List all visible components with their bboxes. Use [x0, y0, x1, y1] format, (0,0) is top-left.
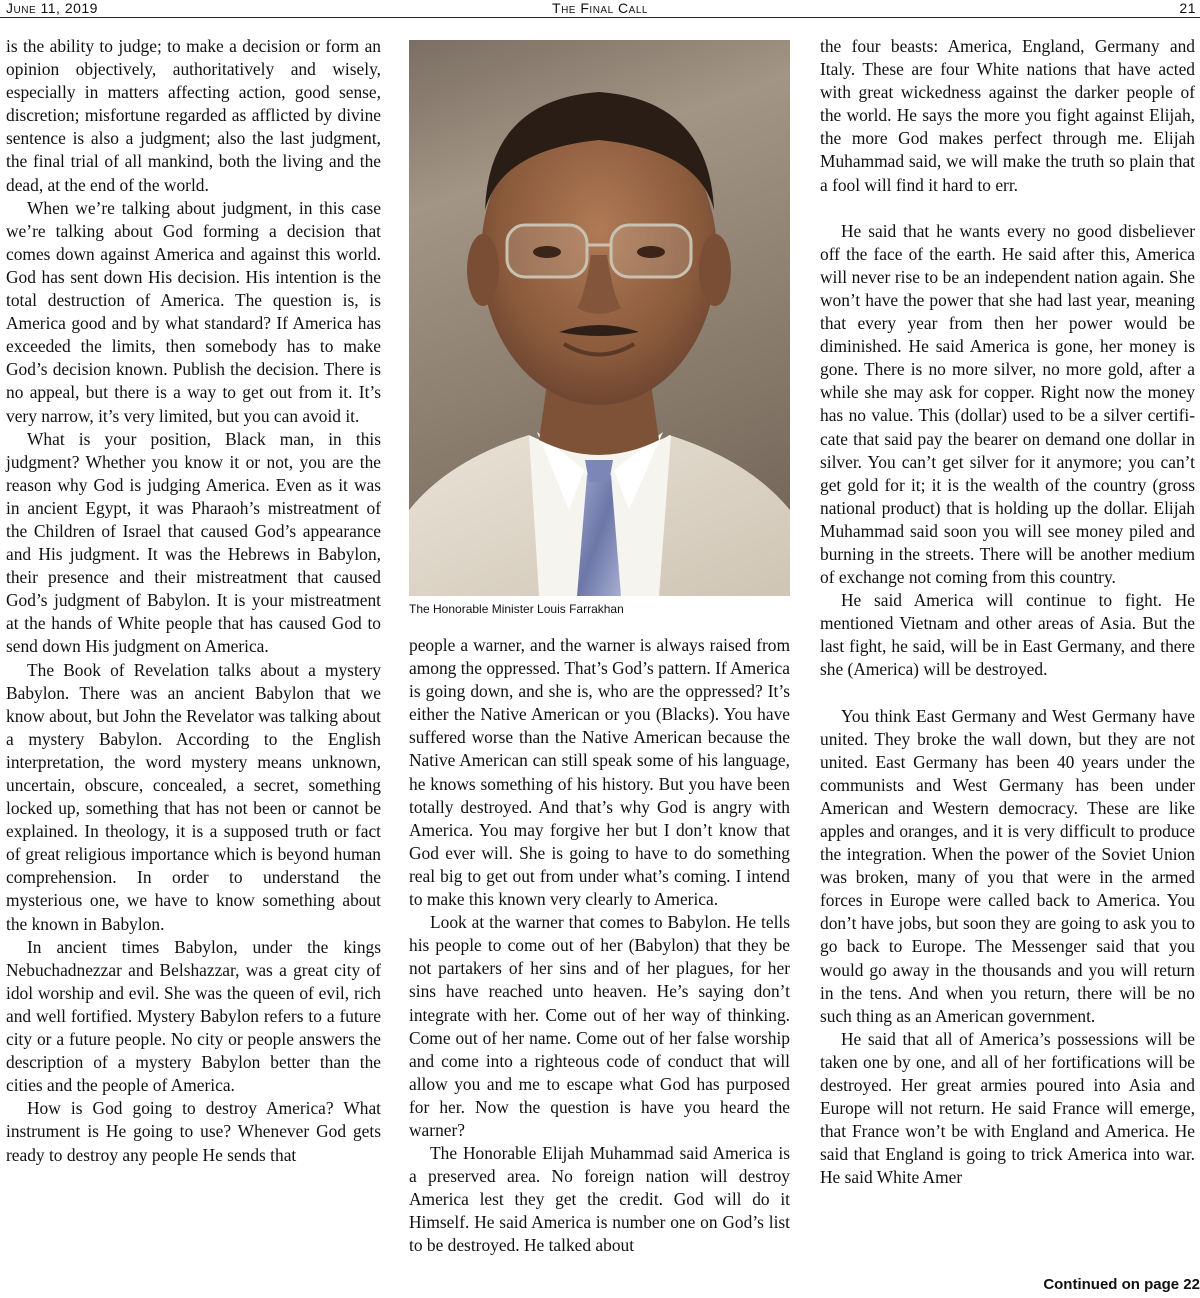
paragraph: He said America will continue to fight. He mentioned Vietnam and other areas of Asia. But the last fight, he said, will be in East Germany, and there she (America) will be destroyed.	[820, 590, 1195, 680]
portrait-photo	[409, 40, 790, 596]
paragraph: In ancient times Babylon, under the kings Nebuchadnezzar and Belshazzar, was a great city of idol worship and evil. She was the queen of evil, rich and well fortified. Mystery Babylon refers to a future city or a future people. No city or people answers the description of a mystery Babylon better than the cities and the people of America.	[6, 936, 381, 1096]
issue-date: June 11, 2019	[6, 0, 98, 16]
portrait-illustration	[409, 40, 790, 596]
continued-on-link[interactable]: Continued on page 22	[1043, 1276, 1200, 1293]
page-number: 21	[1179, 0, 1196, 16]
paragraph: the four beasts: America, England, Germany and Italy. These are four White nations that have acted with great wickedness against the darker people of the world. He says the more you fight against Elijah, the more God makes perfect through me. Elijah Muhammad said, we will make the truth so plain that a fool will find it hard to err.	[820, 36, 1195, 195]
paragraph: How is God going to destroy America? What instrument is He going to use? Whenever God gets ready to destroy any people He sends that	[6, 1098, 381, 1165]
photo-caption: The Honorable Minister Louis Farrakhan	[409, 602, 624, 616]
page-header	[0, 0, 1200, 18]
paragraph: He said that all of America’s possessions will be taken one by one, and all of her fortifications will be destroyed. Her great armies poured into Asia and Europe will not return. He said France will emerge, that France won’t be with England and America. He said that England is going to trick America into war. He said White Amer	[820, 1028, 1195, 1188]
article-column-2	[409, 634, 790, 1258]
publication-name: The Final Call	[552, 0, 648, 16]
paragraph: is the ability to judge; to make a decision or form an opinion objectively, authoritatively and wisely, especially in matters affecting action, good sense, discretion; misfortune regarded as afflicted by divine sentence is also a judgment; also the last judgment, the final trial of all mankind, both the living and the dead, at the end of the world.	[6, 36, 381, 195]
paragraph: You think East Germany and West Germany have united. They broke the wall down, but they are not united. East Germany has been 40 years under the communists and West Germany has been under American and Western democracy. These are like apples and oranges, and it is very difficult to produce the integration. When the power of the Soviet Union was broken, many of you that were in the armed forces in Europe were called back to America. You don’t have jobs, but soon they are going to ask you to go back to Europe. The Messenger said that you would go away in the thousands and you will return in the tens. And when you return, there will be no such thing as an American government.	[820, 705, 1195, 1026]
paragraph: The Book of Revelation talks about a mystery Babylon. There was an ancient Babylon that we know about, but John the Revelator was talking about a mystery Babylon. According to the English interpretation, the word mystery means unknown, uncertain, obscure, concealed, a secret, something locked up, something that has not been or cannot be explained. In theology, it is a supposed truth or fact of great religious importance which is beyond human comprehension. In order to understand the mysterious one, we have to know something about the known in Babylon.	[6, 659, 381, 934]
paragraph: The Honorable Elijah Muhammad said America is a preserved area. No foreign nation will destroy America lest they get the credit. God will do it Himself. He said America is number one on God’s list to be destroyed. He talked about	[409, 1143, 790, 1256]
paragraph: What is your position, Black man, in this judgment? Whether you know it or not, you are the reason why God is judging America. Even as it was in ancient Egypt, it was Pharaoh’s mistreatment of the Children of Israel that caused God’s appearance and His judgment. It was the Hebrews in Babylon, their presence and their mistreatment that caused God’s judgment of Babylon. It is your mistreatment at the hands of White people that has caused God to send down His judgment on America.	[6, 428, 381, 657]
paragraph: When we’re talking about judgment, in this case we’re talking about God forming a decision that comes down against America and against this world. God has sent down His decision. His intention is the total destruction of America. The question is, is America good and by what standard? If America has exceeded the limits, then somebody has to make God’s decision known. Publish the decision. There is no appeal, but there is a way to get out from it. It’s very narrow, it’s very limited, but you can avoid it.	[6, 197, 381, 426]
paragraph: people a warner, and the warner is always raised from among the oppressed. That’s God’s pattern. If America is going down, and she is, who are the oppressed? It’s either the Native American or you (Blacks). You have suffered worse than the Native American because the Native American can still speak some of his language, he knows something of his history. But you have been totally destroyed. And that’s why God is angry with America. You may forgive her but I don’t know that God ever will. She is going to have to do something real big to get out from under what’s coming. I intend to make this known very clearly to America.	[409, 635, 790, 910]
article-column-3	[820, 35, 1195, 1190]
article-column-1	[6, 35, 381, 1167]
paragraph: He said that he wants every no good disbeliever off the face of the earth. He said after this, America will never rise to be an independent nation again. She won’t have the power that she had last year, meaning that every year from then her power would be diminished. He said America is gone, her money is gone. There is no more silver, no more gold, after a while she may ask for copper. Right now the money has no value. This (dollar) used to be a silver certificate that said pay the bearer on demand one dollar in silver. You can’t get silver for it anymore; you can’t get gold for it; it is the wealth of the country (gross national product) that is holding up the dollar. Elijah Muhammad said soon you will see money piled and burning in the streets. There will be another medium of exchange not coming from this country.	[820, 220, 1195, 588]
paragraph: Look at the warner that comes to Babylon. He tells his people to come out of her (Babylon) that they be not partakers of her sins and of her plagues, for her sins have reached unto heaven. He’s saying don’t integrate with her. Come out of her way of thinking. Come out of her name. Come out of her false worship and come into a righteous code of conduct that will allow you and me to escape what God has purposed for her. Now the question is have you heard the warner?	[409, 912, 790, 1140]
